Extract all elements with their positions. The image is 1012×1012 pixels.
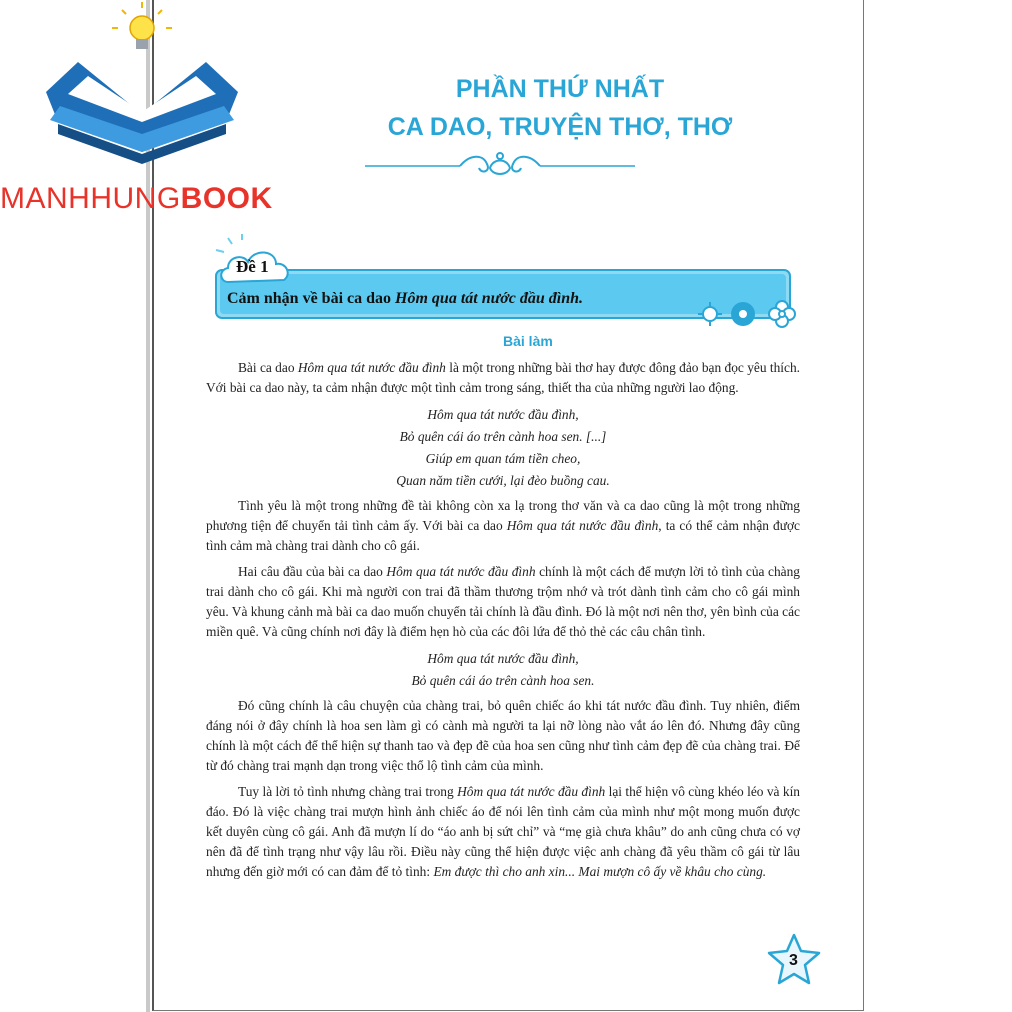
part-heading bbox=[300, 70, 820, 146]
open-book-lightbulb-icon bbox=[38, 2, 248, 187]
paragraph: Đó cũng chính là câu chuyện của chàng trai, bỏ quên chiếc áo khi tát nước đầu đình. Tuy nhiên, điểm đáng nói ở đây chính là hoa sen làm gì có cành mà người ta lại nỡ lòng nào vắt áo lên đó. Nhưng đây cũng chính là một cách để thể hiện sự thanh tao và đẹp đẽ của hoa sen cũng như tình cảm đẹp đẽ của chàng trai. Để từ đó chàng trai mạnh dạn trong việc thổ lộ tình cảm của mình. bbox=[206, 698, 800, 773]
poem-line: Hôm qua tát nước đầu đình, bbox=[427, 651, 579, 666]
page-number: 3 bbox=[789, 952, 798, 969]
publisher-name: MANHHUNGBOOK bbox=[0, 182, 273, 215]
poem-line: Bỏ quên cái áo trên cành hoa sen. bbox=[411, 673, 595, 688]
exercise-box bbox=[210, 234, 810, 334]
poem-line: Hôm qua tát nước đầu đình, bbox=[427, 407, 579, 422]
cloud-box-graphic bbox=[210, 234, 810, 334]
paragraph: Bài ca dao Hôm qua tát nước đầu đình là một trong những bài thơ hay được đông đảo bạn đọc yêu thích. Với bài ca dao này, ta cảm nhận được một tình cảm trong sáng, thiết tha của những người lao động. bbox=[206, 360, 800, 395]
paragraph: Tình yêu là một trong những đề tài không còn xa lạ trong thơ văn và ca dao cũng là một trong những phương tiện để chuyển tải tình cảm ấy. Với bài ca dao Hôm qua tát nước đầu đình, ta có thể cảm nhận được tình cảm mà chàng trai dành cho cô gái. bbox=[206, 498, 801, 553]
part-heading-line2: CA DAO, TRUYỆN THƠ, THƠ bbox=[387, 113, 733, 141]
exercise-label: Đề 1 bbox=[236, 257, 269, 276]
paragraph: Hai câu đầu của bài ca dao Hôm qua tát nước đầu đình chính là một cách để mượn lời tỏ tình của chàng trai dành cho cô gái. Khi mà người con trai đã thầm thương trộm nhớ và trót dành tình cảm cho cô gái mình yêu. Và khung cảnh mà bài ca dao muốn chuyển tải chính là đầu đình. Đó là một nơi nên thơ, yên bình của các miền quê. Và cũng chính nơi đây là điểm hẹn hò của các đôi lứa để thỏ thẻ các câu chân tình. bbox=[206, 564, 800, 639]
ornament-divider-icon bbox=[365, 150, 635, 180]
poem-line: Bỏ quên cái áo trên cành hoa sen. [...] bbox=[399, 429, 607, 444]
poem-line: Quan năm tiền cưới, lại đèo buồng cau. bbox=[396, 473, 610, 488]
poem-quote bbox=[206, 648, 800, 692]
section-heading: Bài làm bbox=[503, 333, 553, 349]
part-heading-line1: PHẦN THỨ NHẤT bbox=[455, 75, 665, 103]
poem-line: Giúp em quan tám tiền cheo, bbox=[425, 451, 581, 466]
exercise-title: Cảm nhận về bài ca dao Hôm qua tát nước đầu đình. bbox=[227, 290, 584, 307]
poem-quote bbox=[206, 404, 800, 492]
essay-body bbox=[206, 358, 800, 888]
paragraph: Tuy là lời tỏ tình nhưng chàng trai trong Hôm qua tát nước đầu đình lại thể hiện vô cùng khéo léo và kín đáo. Đó là việc chàng trai mượn hình ảnh chiếc áo để nói lên tình cảm của mình như một mong muốn được kết duyên cùng cô gái. Anh đã mượn lí do “áo anh bị sứt chỉ” và “mẹ già chưa khâu” do anh cũng chưa có vợ nên đã để tình trạng như vậy lâu rồi. Điều này cũng thể hiện được việc anh chàng đã yêu thầm cô gái từ lâu nhưng đến giờ mới có can đảm để tỏ tình: Em được thì cho anh xin... Mai mượn cô ấy về khâu cho cùng. bbox=[206, 784, 800, 879]
publisher-logo bbox=[0, 0, 300, 230]
